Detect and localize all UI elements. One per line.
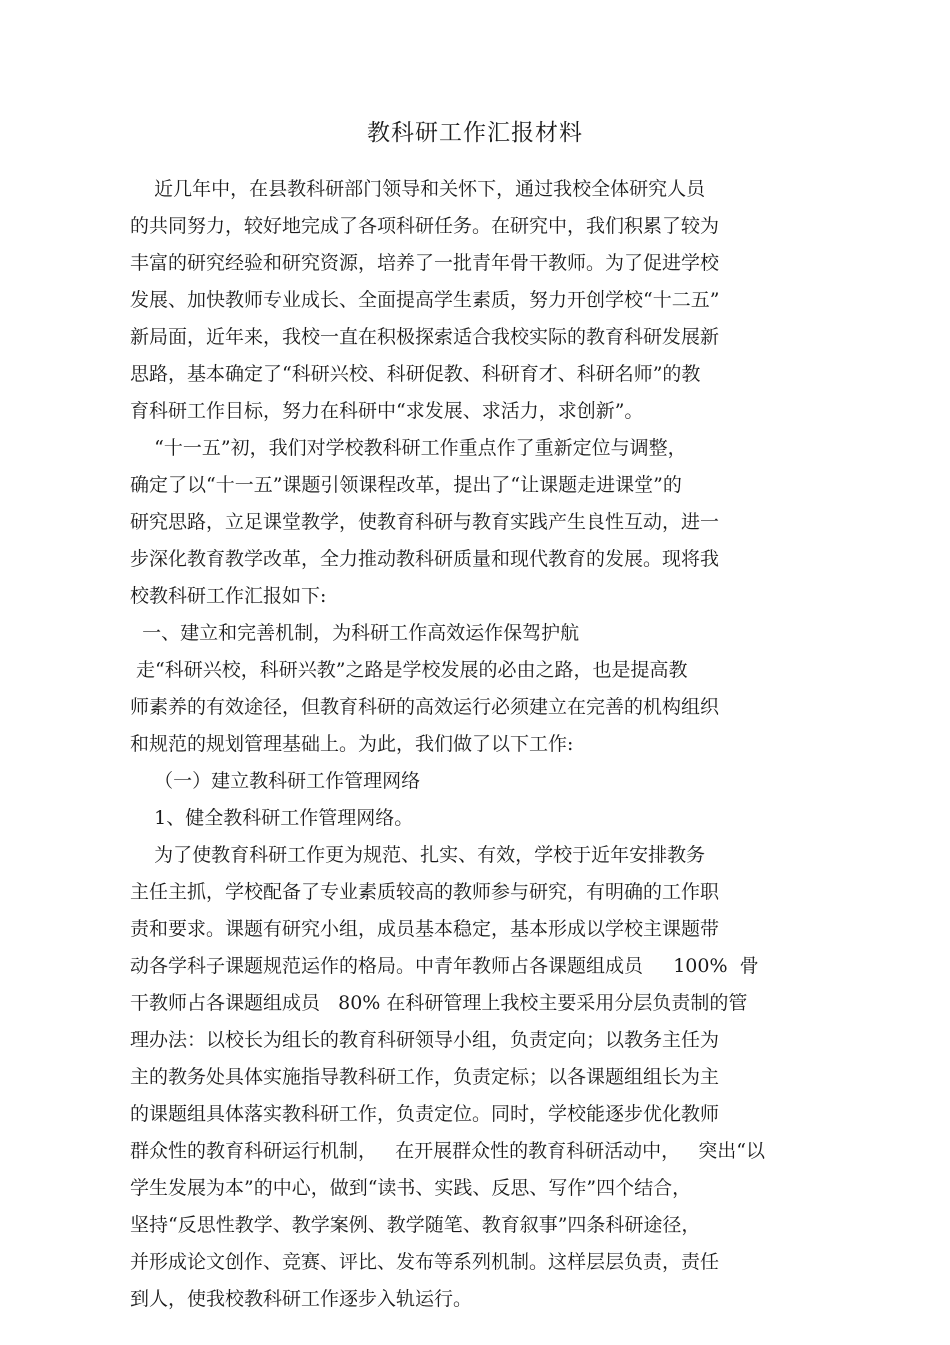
body-line: 为了使教育科研工作更为规范、扎实、有效，学校于近年安排教务 xyxy=(130,844,706,866)
body-line: 主的教务处具体实施指导教科研工作，负责定标；以各课题组组长为主 xyxy=(130,1066,720,1088)
body-line: 的课题组具体落实教科研工作，负责定位。同时，学校能逐步优化教师 xyxy=(130,1103,720,1125)
body-line: 研究思路，立足课堂教学，使教育科研与教育实践产生良性互动，进一 xyxy=(130,511,720,533)
body-line: 的共同努力，较好地完成了各项科研任务。在研究中，我们积累了较为 xyxy=(130,215,720,237)
subsection-heading: （一）建立教科研工作管理网络 xyxy=(130,770,421,792)
body-line: 思路，基本确定了“科研兴校、科研促教、科研育才、科研名师”的教 xyxy=(130,363,701,385)
body-line: “十一五”初，我们对学校教科研工作重点作了重新定位与调整， xyxy=(130,437,687,459)
body-line: 主任主抓，学校配备了专业素质较高的教师参与研究，有明确的工作职 xyxy=(130,881,720,903)
body-line: 到人，使我校教科研工作逐步入轨运行。 xyxy=(130,1288,473,1310)
body-line: 并形成论文创作、竞赛、评比、发布等系列机制。这样层层负责，责任 xyxy=(130,1251,720,1273)
document-title: 教科研工作汇报材料 xyxy=(367,120,583,146)
section-heading: 一、建立和完善机制，为科研工作高效运作保驾护航 xyxy=(130,622,580,644)
body-line: 群众性的教育科研运行机制， 在开展群众性的教育科研活动中， 突出“以 xyxy=(130,1140,765,1162)
body-line: 师素养的有效途径，但教育科研的高效运行必须建立在完善的机构组织 xyxy=(130,696,720,718)
body-line: 干教师占各课题组成员 80% 在科研管理上我校主要采用分层负责制的管 xyxy=(130,992,748,1014)
body-line: 近几年中，在县教科研部门领导和关怀下，通过我校全体研究人员 xyxy=(130,178,706,200)
body-line: 走“科研兴校，科研兴教”之路是学校发展的必由之路，也是提高教 xyxy=(130,659,688,681)
body-line: 坚持“反思性教学、教学案例、教学随笔、教育叙事”四条科研途径， xyxy=(130,1214,701,1236)
body-line: 校教科研工作汇报如下: xyxy=(130,585,327,607)
body-line: 责和要求。课题有研究小组，成员基本稳定，基本形成以学校主课题带 xyxy=(130,918,720,940)
body-line: 步深化教育教学改革，全力推动教科研质量和现代教育的发展。现将我 xyxy=(130,548,720,570)
body-line: 动各学科子课题规范运作的格局。中青年教师占各课题组成员 100% 骨 xyxy=(130,955,759,977)
body-line: 理办法：以校长为组长的教育科研领导小组，负责定向；以教务主任为 xyxy=(130,1029,720,1051)
body-line: 丰富的研究经验和研究资源，培养了一批青年骨干教师。为了促进学校 xyxy=(130,252,720,274)
body-line: 确定了以“十一五”课题引领课程改革，提出了“让课题走进课堂”的 xyxy=(130,474,682,496)
body-line: 和规范的规划管理基础上。为此，我们做了以下工作: xyxy=(130,733,574,755)
body-line: 发展、加快教师专业成长、全面提高学生素质，努力开创学校“十二五” xyxy=(130,289,720,311)
body-line: 学生发展为本”的中心，做到“读书、实践、反思、写作”四个结合， xyxy=(130,1177,692,1199)
body-line: 新局面，近年来，我校一直在积极探索适合我校实际的教育科研发展新 xyxy=(130,326,720,348)
body-line: 育科研工作目标，努力在科研中“求发展、求活力，求创新”。 xyxy=(130,400,644,422)
item-heading: 1、健全教科研工作管理网络。 xyxy=(130,807,414,829)
